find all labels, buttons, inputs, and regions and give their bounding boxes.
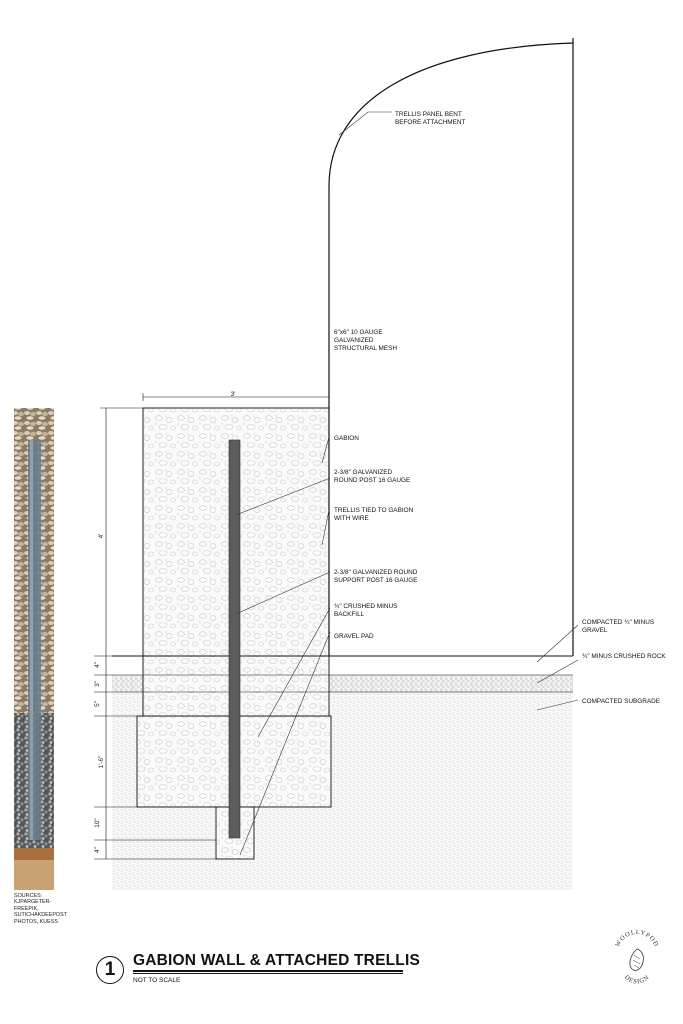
title-underline	[133, 970, 403, 972]
reference-photo	[14, 408, 54, 890]
label-structural-mesh: 6"x6" 10 GAUGE GALVANIZED STRUCTURAL MESH	[334, 329, 397, 352]
label-subgrade: COMPACTED SUBGRADE	[582, 698, 660, 705]
detail-subtitle: NOT TO SCALE	[133, 977, 181, 984]
svg-text:WOOLLYPOD	[614, 929, 660, 948]
label-support-post: 2-3/8" GALVANIZED ROUND SUPPORT POST 16 GAUGE	[334, 569, 418, 584]
label-round-post: 2-3/8" GALVANIZED ROUND POST 16 GAUGE	[334, 469, 411, 484]
logo-top-text: WOOLLYPOD	[614, 928, 660, 949]
label-crushed-rock: ¾" MINUS CRUSHED ROCK	[582, 653, 666, 660]
dim-height: 4'	[98, 533, 105, 539]
dim-footing: 10"	[94, 818, 101, 828]
photo-sources: SOURCES: KJPARGETER-FREEPIK, SUTICHAKDEEPOST PHOTOS, KUESS	[14, 893, 67, 925]
title-block	[96, 950, 420, 990]
support-post	[229, 440, 240, 838]
dim-rock: 5"	[94, 701, 101, 707]
label-trellis-bent: TRELLIS PANEL BENT BEFORE ATTACHMENT	[395, 111, 466, 126]
dim-width: 3'	[230, 391, 236, 398]
dim-gravel: 4"	[94, 662, 101, 668]
label-compacted-gravel: COMPACTED ¾" MINUS GRAVEL	[582, 619, 655, 634]
label-gabion: GABION	[334, 435, 359, 442]
label-trellis-tied: TRELLIS TIED TO GABION WITH WIRE	[334, 507, 414, 522]
dim-gap: 3"	[94, 681, 101, 687]
dim-footing-base: 4"	[94, 847, 101, 853]
dim-pad: 1'-6"	[98, 755, 105, 769]
title-underline-thin	[133, 973, 403, 974]
svg-text:DESIGN	[623, 974, 651, 986]
annotations	[334, 111, 666, 705]
detail-number: 1	[96, 956, 124, 984]
label-backfill: ¾" CRUSHED MINUS BACKFILL	[334, 603, 398, 618]
detail-title: GABION WALL & ATTACHED TRELLIS	[133, 952, 420, 969]
label-gravel-pad: GRAVEL PAD	[334, 633, 374, 640]
woollypod-logo	[612, 925, 662, 991]
logo-bottom-text: DESIGN	[622, 973, 652, 986]
